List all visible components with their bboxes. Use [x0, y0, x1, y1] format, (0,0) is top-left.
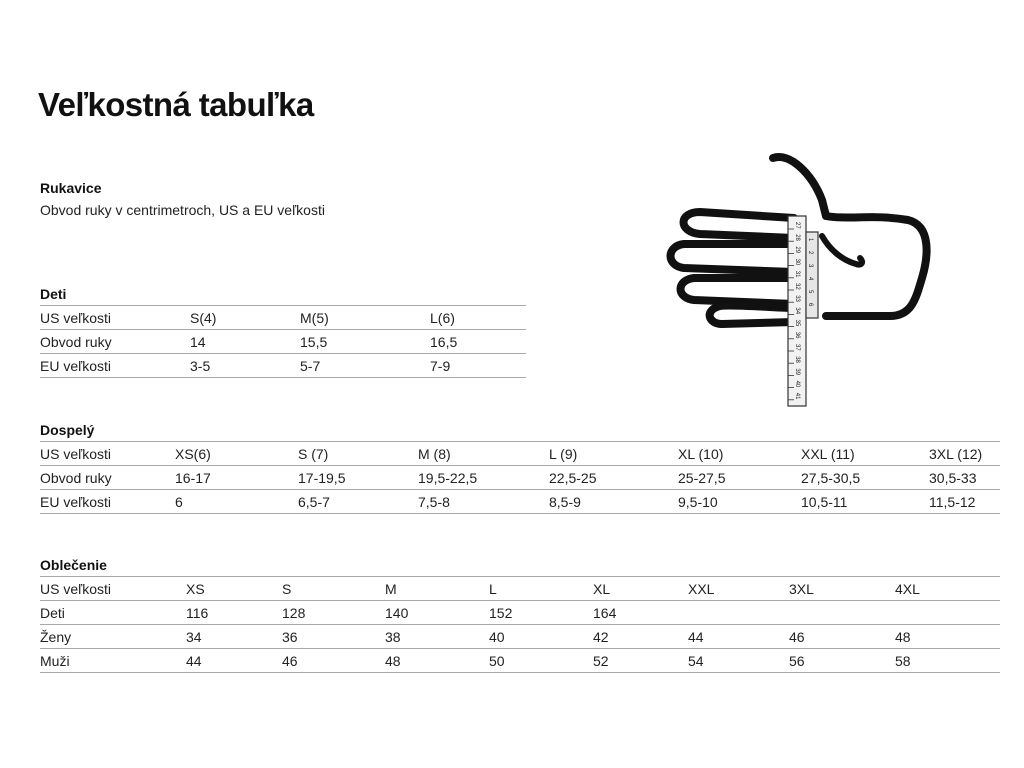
tape-number: 38 [794, 356, 800, 363]
clothing-row-0 [40, 577, 1000, 601]
size-cell [895, 601, 1000, 625]
adult-heading: Dospelý [40, 422, 95, 438]
clothing-row-3 [40, 649, 1000, 673]
size-cell: L (9) [549, 442, 678, 466]
size-cell: 7,5-8 [418, 490, 549, 514]
row-label: US veľkosti [40, 577, 186, 601]
tape-inner-number: 6 [807, 303, 813, 307]
size-cell: M(5) [300, 306, 430, 330]
tape-number: 36 [794, 331, 800, 339]
size-cell: 3XL (12) [929, 442, 1000, 466]
row-label: Obvod ruky [40, 466, 175, 490]
size-cell: 48 [895, 625, 1000, 649]
gloves-description: Obvod ruky v centrimetroch, US a EU veľkosti [40, 202, 325, 218]
size-cell: 34 [186, 625, 282, 649]
size-cell: S(4) [190, 306, 300, 330]
tape-number: 30 [794, 258, 800, 266]
tape-number: 31 [794, 270, 800, 278]
size-cell: 3XL [789, 577, 895, 601]
size-cell: 5-7 [300, 354, 430, 378]
tape-number: 28 [794, 234, 800, 241]
tape-number: 37 [794, 344, 800, 351]
size-cell: XL (10) [678, 442, 801, 466]
size-cell: 44 [186, 649, 282, 673]
size-cell: XS(6) [175, 442, 298, 466]
size-cell: 44 [688, 625, 789, 649]
adult-row-2 [40, 490, 1000, 514]
size-cell: 10,5-11 [801, 490, 929, 514]
tape-inner-number: 4 [807, 277, 813, 281]
size-cell: 14 [190, 330, 300, 354]
size-cell: 58 [895, 649, 1000, 673]
tape-inner-number: 1 [807, 238, 813, 242]
size-cell: 128 [282, 601, 385, 625]
tape-number: 35 [794, 319, 800, 327]
size-cell: 42 [593, 625, 688, 649]
tape-number: 27 [794, 222, 800, 229]
size-cell: 9,5-10 [678, 490, 801, 514]
size-cell: 16,5 [430, 330, 526, 354]
size-cell: XXL (11) [801, 442, 929, 466]
row-label: Ženy [40, 625, 186, 649]
tape-number: 40 [794, 380, 800, 388]
size-cell: 11,5-12 [929, 490, 1000, 514]
size-cell [688, 601, 789, 625]
size-cell: 140 [385, 601, 489, 625]
clothing-row-2 [40, 625, 1000, 649]
size-cell: L(6) [430, 306, 526, 330]
size-cell: S (7) [298, 442, 418, 466]
kids-row-2 [40, 354, 526, 378]
row-label: US veľkosti [40, 442, 175, 466]
size-cell: 19,5-22,5 [418, 466, 549, 490]
size-cell: 36 [282, 625, 385, 649]
row-label: EU veľkosti [40, 490, 175, 514]
adult-size-table [40, 441, 1000, 514]
size-cell [789, 601, 895, 625]
size-cell: 22,5-25 [549, 466, 678, 490]
tape-number: 33 [794, 295, 800, 302]
size-cell: 15,5 [300, 330, 430, 354]
size-cell: 6 [175, 490, 298, 514]
size-cell: 164 [593, 601, 688, 625]
size-cell: 8,5-9 [549, 490, 678, 514]
size-cell: 46 [282, 649, 385, 673]
tape-number: 39 [794, 368, 800, 376]
tape-number: 41 [794, 392, 800, 400]
size-cell: 48 [385, 649, 489, 673]
tape-inner-number: 2 [807, 251, 813, 255]
size-cell: 52 [593, 649, 688, 673]
row-label: Muži [40, 649, 186, 673]
size-cell: 6,5-7 [298, 490, 418, 514]
kids-size-table [40, 305, 526, 378]
size-cell: 16-17 [175, 466, 298, 490]
size-cell: 56 [789, 649, 895, 673]
size-cell: 46 [789, 625, 895, 649]
tape-inner-number: 5 [807, 290, 813, 294]
size-cell: XS [186, 577, 282, 601]
size-cell: L [489, 577, 593, 601]
clothing-heading: Oblečenie [40, 557, 107, 573]
size-cell: XXL [688, 577, 789, 601]
tape-number: 29 [794, 246, 800, 254]
kids-row-0 [40, 306, 526, 330]
size-cell: 116 [186, 601, 282, 625]
adult-row-0 [40, 442, 1000, 466]
size-cell: 25-27,5 [678, 466, 801, 490]
hand-measuring-icon [660, 148, 940, 410]
tape-number: 32 [794, 283, 800, 290]
row-label: Obvod ruky [40, 330, 190, 354]
size-cell: 27,5-30,5 [801, 466, 929, 490]
size-cell: 4XL [895, 577, 1000, 601]
size-cell: 17-19,5 [298, 466, 418, 490]
size-cell: 30,5-33 [929, 466, 1000, 490]
row-label: Deti [40, 601, 186, 625]
size-cell: S [282, 577, 385, 601]
tape-inner-number: 3 [807, 264, 813, 268]
clothing-row-1 [40, 601, 1000, 625]
size-cell: 3-5 [190, 354, 300, 378]
size-cell: 54 [688, 649, 789, 673]
kids-heading: Deti [40, 286, 67, 302]
size-cell: XL [593, 577, 688, 601]
size-cell: 152 [489, 601, 593, 625]
gloves-subtitle: Rukavice [40, 180, 102, 196]
size-cell: 50 [489, 649, 593, 673]
size-cell: 38 [385, 625, 489, 649]
page-title: Veľkostná tabuľka [38, 86, 314, 123]
tape-number: 34 [794, 307, 800, 315]
size-cell: M (8) [418, 442, 549, 466]
clothing-size-table [40, 576, 1000, 673]
kids-row-1 [40, 330, 526, 354]
adult-row-1 [40, 466, 1000, 490]
row-label: EU veľkosti [40, 354, 190, 378]
row-label: US veľkosti [40, 306, 190, 330]
size-cell: 40 [489, 625, 593, 649]
size-cell: 7-9 [430, 354, 526, 378]
size-cell: M [385, 577, 489, 601]
